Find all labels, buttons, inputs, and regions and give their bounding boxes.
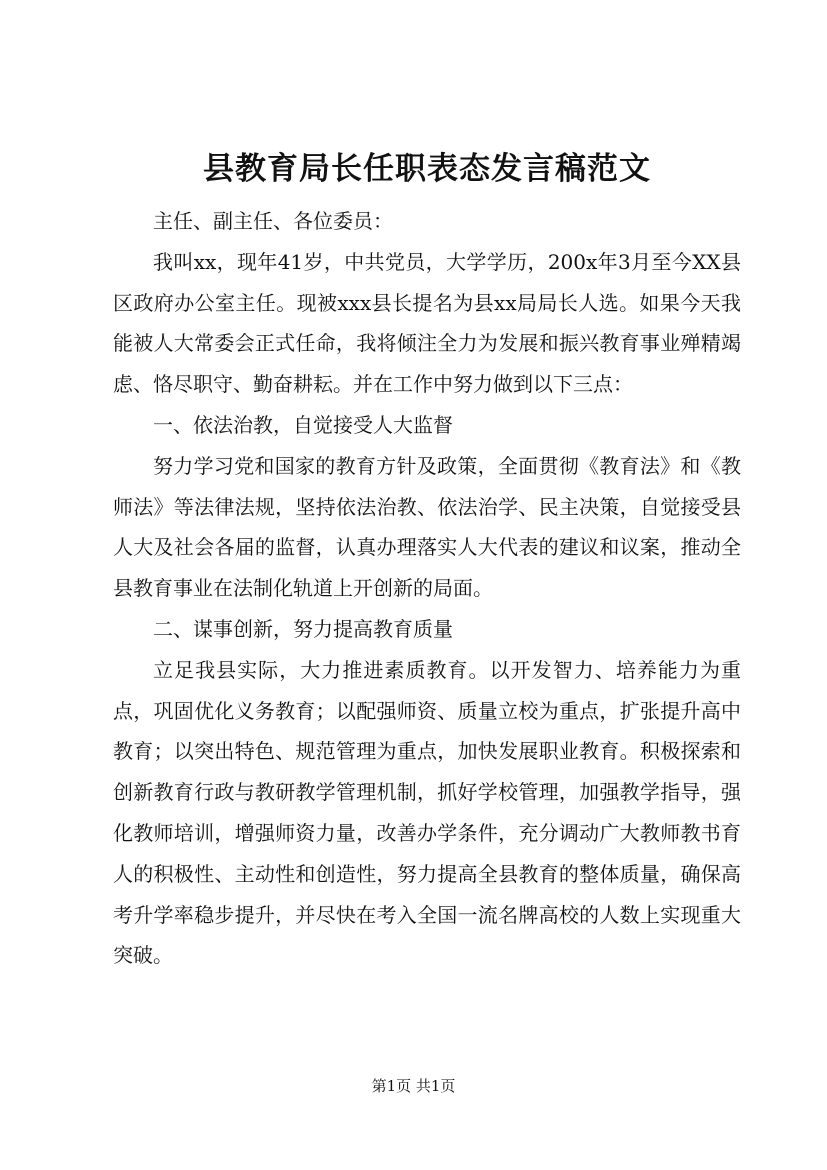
section-paragraph-1: 努力学习党和国家的教育方针及政策，全面贯彻《教育法》和《教师法》等法律法规，坚持依法治教、依法治学、民主决策，自觉接受县人大及社会各届的监督，认真办理落实人大代表的建议和议案，推动全县教育事业在法制化轨道上开创新的局面。 [113,453,741,601]
section-heading-2: 二、谋事创新，努力提高教育质量 [153,616,453,641]
page-footer: 第1页 共1页 [371,1077,456,1095]
document-body [113,145,741,976]
section-heading-1: 一、依法治教，自觉接受人大监督 [153,412,453,437]
salutation-paragraph: 主任、副主任、各位委员： [153,209,393,233]
page-title: 县教育局长任职表态发言稿范文 [203,151,651,187]
intro-paragraph: 我叫xx，现年41岁，中共党员，大学学历，200x年3月至今XX县区政府办公室主任。现被xxx县长提名为县xx局局长人选。如果今天我能被人大常委会正式任命，我将倾注全力为发展和振兴教育事业殚精竭虑、恪尽职守、勤奋耕耘。并在工作中努力做到以下三点： [113,249,741,397]
section-paragraph-2: 立足我县实际，大力推进素质教育。以开发智力、培养能力为重点，巩固优化义务教育；以配强师资、质量立校为重点，扩张提升高中教育；以突出特色、规范管理为重点，加快发展职业教育。积极探索和创新教育行政与教研教学管理机制，抓好学校管理，加强教学指导，强化教师培训，增强师资力量，改善办学条件，充分调动广大教师教书育人的积极性、主动性和创造性，努力提高全县教育的整体质量，确保高考升学率稳步提升，并尽快在考入全国一流名牌高校的人数上实现重大突破。 [113,657,741,968]
